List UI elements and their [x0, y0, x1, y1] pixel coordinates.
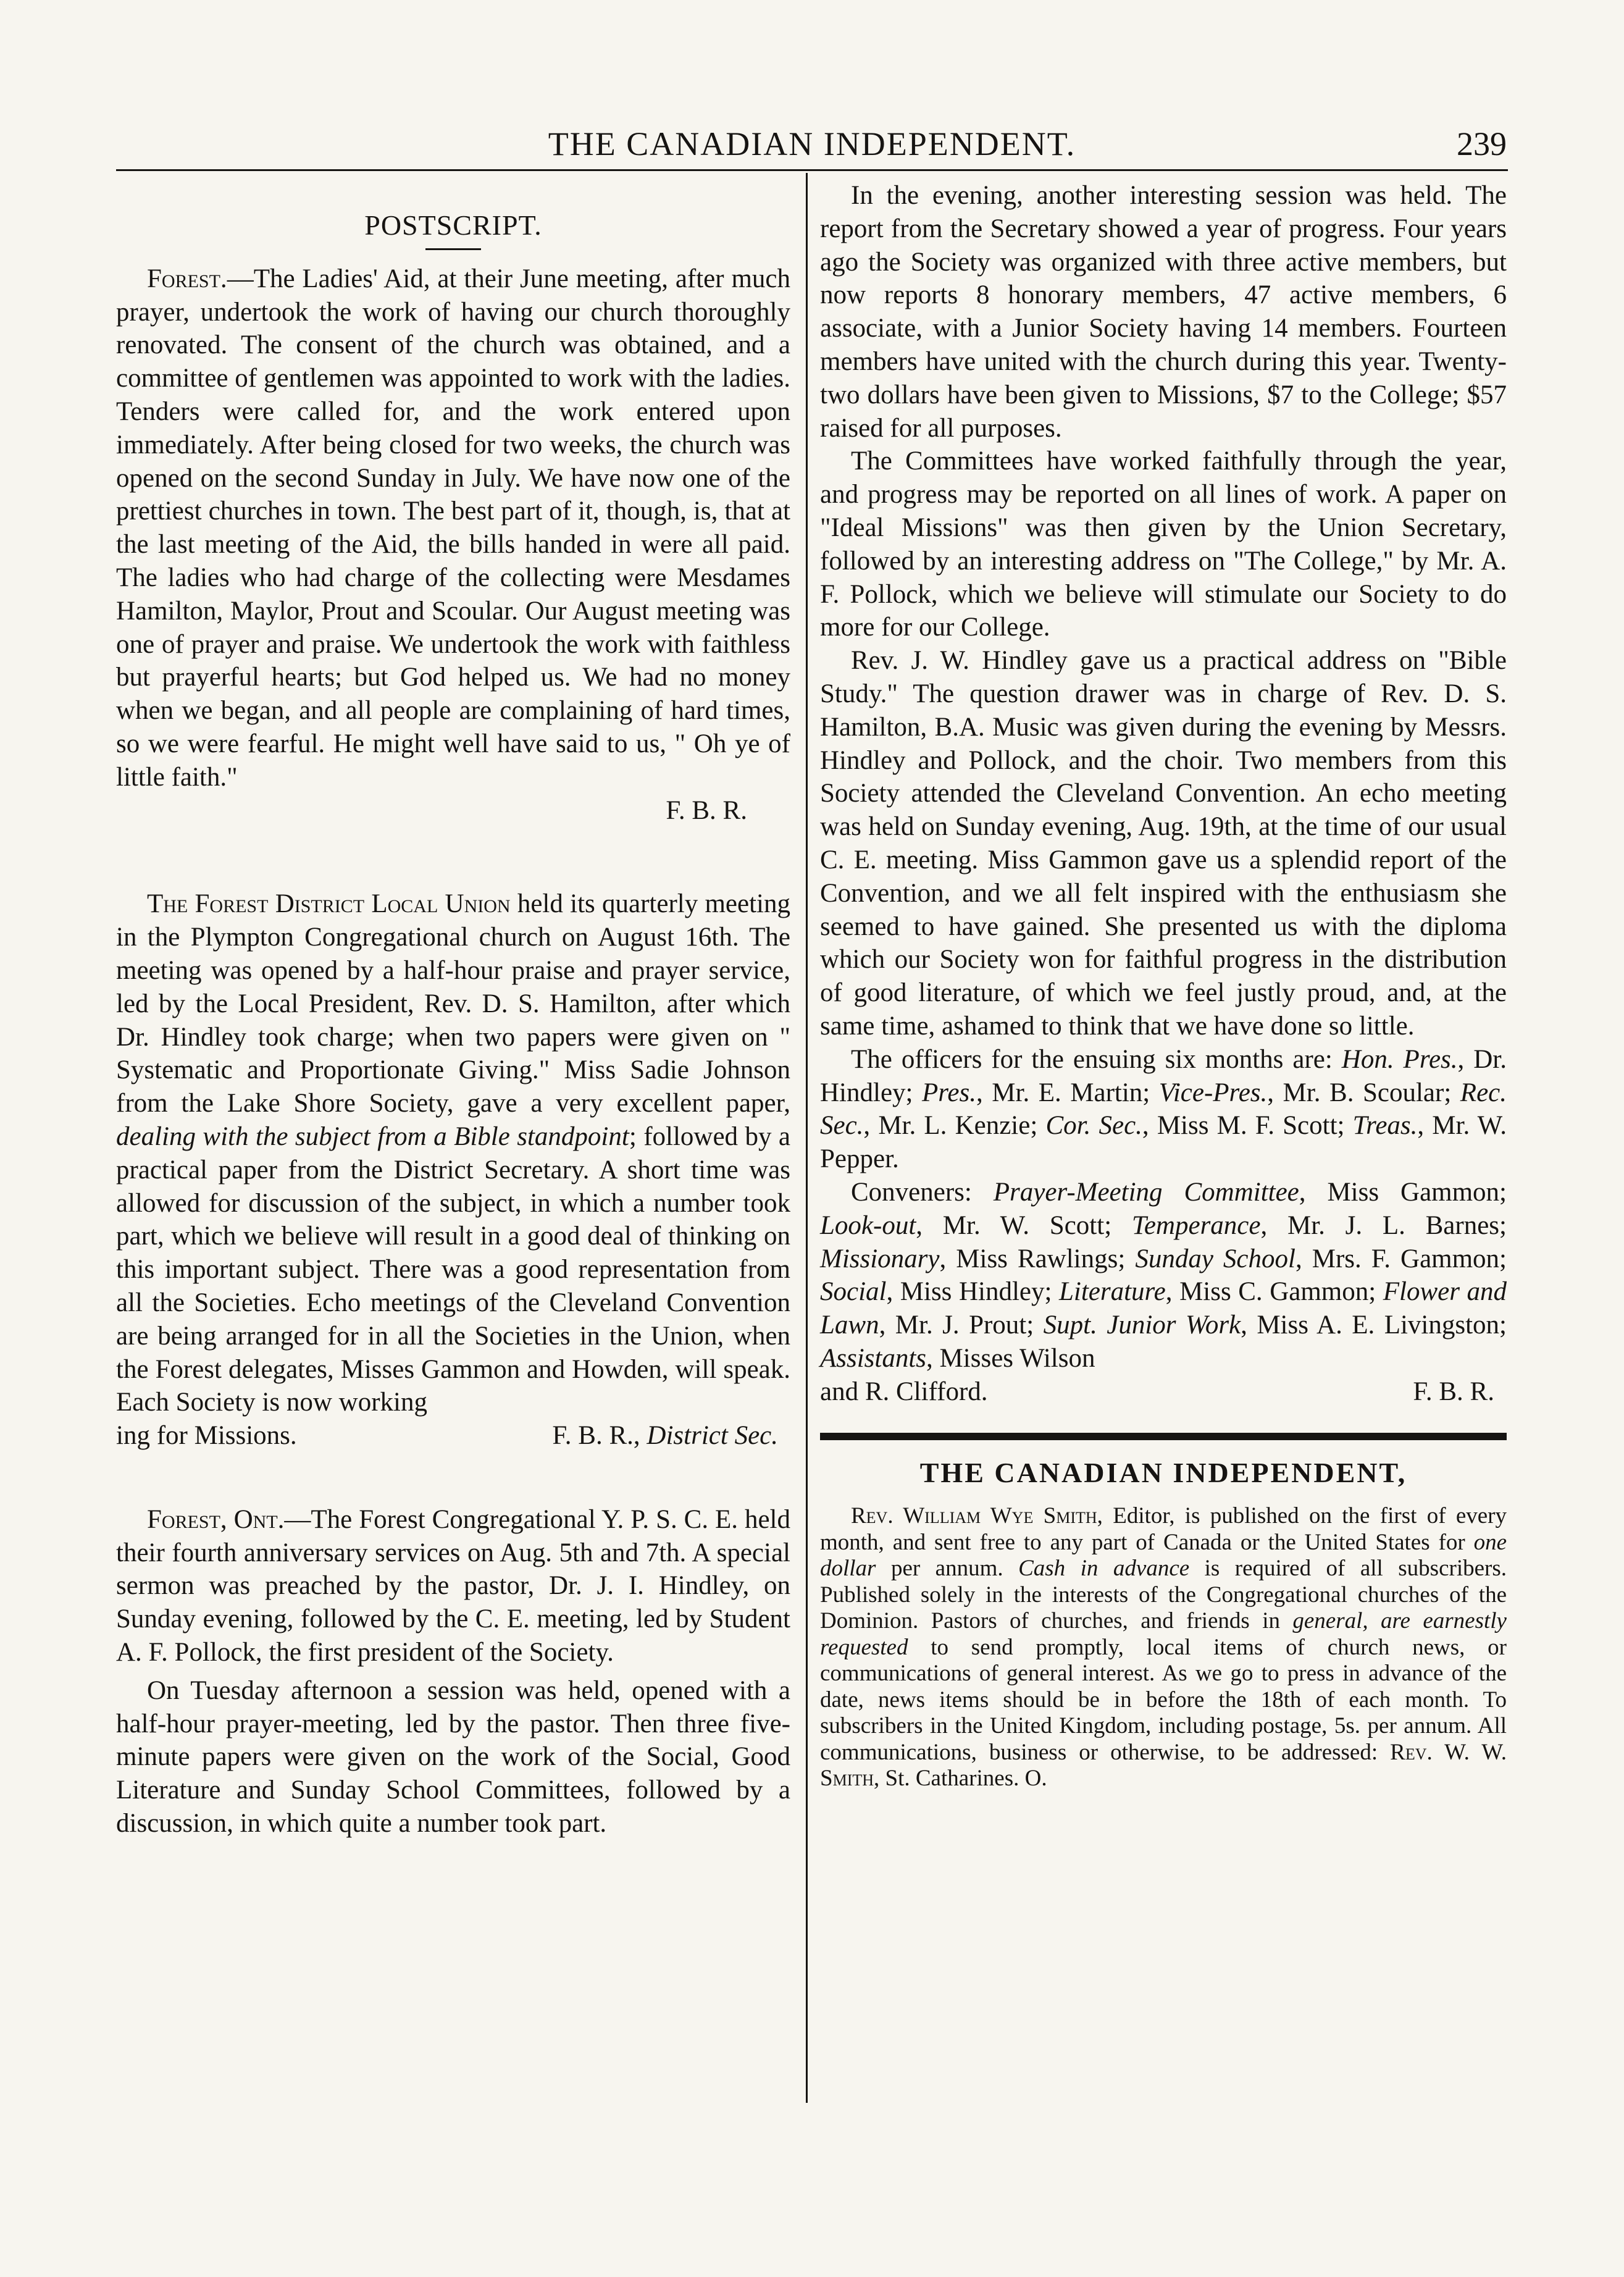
- officer-name: , Dr. Hindley;: [820, 1044, 1507, 1107]
- convener-role: Literature: [1058, 1277, 1166, 1307]
- notice-text: , Editor, is published on the first of every month, and sent free to any part of Canada or the United States for: [820, 1503, 1507, 1555]
- convener-name: , Miss A. E. Livingston;: [1241, 1310, 1507, 1340]
- notice-body: [820, 1503, 1507, 1792]
- officers-intro: The officers for the ensuing six months are:: [851, 1044, 1342, 1074]
- officer-title: Hon. Pres.: [1341, 1044, 1458, 1074]
- forest-text: —The Ladies' Aid, at their June meeting, after much prayer, undertook the work of having our church thoroughly renovated. The consent of the church was obtained, and a committee of gentlemen was appointed to work with the ladies. Tenders were called for, and the work entered upon immediately. After being closed for two weeks, the church was opened on the second Sunday in July. We have now one of the prettiest churches in town. The best part of it, though, is, that at the last meeting of the Aid, the bills handed in were all paid. The ladies who had charge of the collecting were Mesdames Hamilton, Maylor, Prout and Scoular. Our August meeting was one of prayer and praise. We undertook the work with faithless but prayerful hearts; but God helped us. We had no money when we began, and all people are complaining of hard times, so we were fearful. He might well have said to us, " Oh ye of little faith.": [116, 264, 790, 792]
- notice-rule: [820, 1433, 1507, 1440]
- notice-italic: Cash in advance: [1018, 1556, 1190, 1582]
- running-head: [117, 125, 1507, 168]
- right-column: [820, 179, 1507, 1792]
- convener-role: Prayer-Meeting Committee: [993, 1177, 1299, 1207]
- right-signature: F. B. R.: [1413, 1377, 1494, 1406]
- convener-role: Supt. Junior Work: [1043, 1310, 1241, 1340]
- editor-name: Rev. William Wye Smith: [851, 1503, 1097, 1529]
- officer-title: Rec. Sec.: [820, 1078, 1507, 1141]
- notice-title: THE CANADIAN INDEPENDENT,: [919, 1457, 1407, 1489]
- officer-title: Treas.: [1352, 1111, 1418, 1141]
- union-last-line: [116, 1419, 790, 1453]
- union-text-b: ; followed by a practical paper from the District Secretary. A short time was allowed for discussion of the subject, in which a number took part, which we believe will result in a good deal of thinking on this important subject. There was a good representation from all the Societies. Echo meetings of the Cleveland Convention are being arranged for in all the Societies in the Union, when the Forest delegates, Misses Gammon and Howden, will speak. Each Society is now working: [116, 1122, 790, 1417]
- officers-paragraph: [820, 1043, 1507, 1176]
- forest-lead: Forest.: [147, 264, 227, 293]
- page-number: 239: [1457, 125, 1507, 162]
- left-column: [116, 185, 790, 1840]
- convener-name: , Misses Wilson: [926, 1343, 1095, 1373]
- convener-name: , Mr. J. L. Barnes;: [1260, 1210, 1507, 1240]
- address-name: Rev. W. W. Smith: [820, 1739, 1507, 1792]
- convener-name: , Mrs. F. Gammon;: [1295, 1244, 1507, 1273]
- convener-role: Flower and Lawn: [820, 1277, 1507, 1340]
- officer-name: , Mr. E. Martin;: [976, 1078, 1159, 1107]
- officer-name: , Miss M. F. Scott;: [1142, 1111, 1353, 1141]
- convener-name: , Mr. W. Scott;: [916, 1210, 1132, 1240]
- heading-rule: [425, 248, 481, 250]
- union-lead: The Forest District Local Union: [147, 889, 511, 919]
- forest-signature: F. B. R.: [666, 795, 747, 825]
- officer-title: Cor. Sec.: [1045, 1111, 1142, 1141]
- convener-role: Sunday School: [1135, 1244, 1295, 1273]
- postscript-heading: POSTSCRIPT.: [364, 209, 542, 241]
- address-place: , St. Catharines. O.: [874, 1766, 1047, 1792]
- union-last-text: ing for Missions.: [116, 1421, 297, 1451]
- union-signature-initials: F. B. R.,: [552, 1421, 647, 1451]
- officer-name: , Mr. B. Scoular;: [1267, 1078, 1460, 1107]
- convener-role: Assistants: [820, 1343, 927, 1373]
- evening-paragraph: In the evening, another interesting session was held. The report from the Secretary showed a year of progress. Four years ago the Society was organized with three active members, but now reports 8 honorary members, 47 active members, 6 associate, with a Junior Society having 14 members. Fourteen members have united with the church during this year. Twenty-two dollars have been given to Missions, $7 to the College; $57 raised for all purposes.: [820, 181, 1507, 443]
- header-rule: [116, 169, 1508, 171]
- notice-text: to send promptly, local items of church news, or communications of general interest. As we go to press in advance of the date, news items should be in before the 18th of each month. To subscribers in the United Kingdom, including postage, 5s. per annum. All communications, business or otherwise, to be addressed:: [820, 1634, 1507, 1765]
- officer-name: , Mr. W. Pepper.: [820, 1111, 1507, 1174]
- union-signature: [552, 1419, 790, 1453]
- forest-ont-lead: Forest, Ont.: [147, 1504, 285, 1534]
- convener-role: Temperance: [1131, 1210, 1261, 1240]
- convener-name: , Miss Hindley;: [886, 1277, 1059, 1307]
- officer-name: , Mr. L. Kenzie;: [863, 1111, 1046, 1141]
- convener-name: , Miss C. Gammon;: [1165, 1277, 1383, 1307]
- conveners-paragraph: [820, 1176, 1507, 1375]
- notice-italic: one dollar: [820, 1529, 1507, 1582]
- convener-role: Look-out: [820, 1210, 916, 1240]
- notice-italic: general, are earnestly requested: [820, 1608, 1507, 1660]
- union-italic: dealing with the subject from a Bible standpoint: [116, 1122, 629, 1151]
- tuesday-paragraph: On Tuesday afternoon a session was held, opened with a half-hour prayer-meeting, led by the pastor. Then three five-minute papers were given on the work of the Social, Good Literature and Sunday School Committees, followed by a discussion, in which quite a number took part.: [116, 1675, 790, 1839]
- conveners-last-line: [820, 1375, 1507, 1409]
- forest-ont-text: —The Forest Congregational Y. P. S. C. E. held their fourth anniversary services on Aug. 5th and 7th. A special sermon was preached by the pastor, Dr. J. I. Hindley, on Sunday evening, followed by the C. E. meeting, led by Student A. F. Pollock, the first president of the Society.: [116, 1504, 791, 1667]
- convener-role: Missionary: [820, 1244, 940, 1273]
- column-rule: [806, 173, 808, 2103]
- convener-role: Social: [820, 1277, 887, 1307]
- officer-title: Pres.: [922, 1078, 976, 1107]
- notice-text: per annum.: [876, 1556, 1019, 1582]
- forest-ont-paragraph: [116, 1503, 790, 1669]
- bible-study-paragraph: Rev. J. W. Hindley gave us a practical address on "Bible Study." The question drawer was in charge of Rev. D. S. Hamilton, B.A. Music was given during the evening by Messrs. Hindley and Pollock, and the choir. Two members from this Society attended the Cleveland Convention. An echo meeting was held on Sunday evening, Aug. 19th, at the time of our usual C. E. meeting. Miss Gammon gave us a splendid report of the Convention, and we all felt inspired with the enthusiasm she seemed to have gained. She presented us with the diploma which our Society won for faithful progress in the distribution of good literature, of which we feel justly proud, and, at the same time, ashamed to think that we have done so little.: [820, 646, 1507, 1041]
- conveners-intro: Conveners:: [851, 1177, 994, 1207]
- convener-name: , Mr. J. Prout;: [879, 1310, 1044, 1340]
- notice-text: is required of all subscribers. Published solely in the interests of the Congregational churches of the Dominion. Pastors of churches, and friends in: [820, 1556, 1507, 1634]
- journal-title: THE CANADIAN INDEPENDENT.: [548, 125, 1076, 162]
- officer-title: Vice-Pres.: [1158, 1078, 1268, 1107]
- forest-paragraph: [116, 262, 790, 794]
- convener-name: , Miss Gammon;: [1299, 1177, 1507, 1207]
- union-text-a: held its quarterly meeting in the Plympton Congregational church on August 16th. The meeting was opened by a half-hour praise and prayer service, led by the Local President, Rev. D. S. Hamilton, after which Dr. Hindley took charge; when two papers were given on " Systematic and Proportionate Giving." Miss Sadie Johnson from the Lake Shore Society, gave a very excellent paper,: [116, 889, 790, 1118]
- committees-paragraph: The Committees have worked faithfully through the year, and progress may be reported on all lines of work. A paper on "Ideal Missions" was then given by the Union Secretary, followed by an interesting address on "The College," by Mr. A. F. Pollock, which we believe will stimulate our Society to do more for our College.: [820, 447, 1507, 642]
- convener-name: , Miss Rawlings;: [939, 1244, 1136, 1273]
- conveners-last-text: and R. Clifford.: [820, 1377, 988, 1406]
- union-paragraph: [116, 887, 790, 1419]
- union-signature-role: District Sec.: [647, 1421, 778, 1451]
